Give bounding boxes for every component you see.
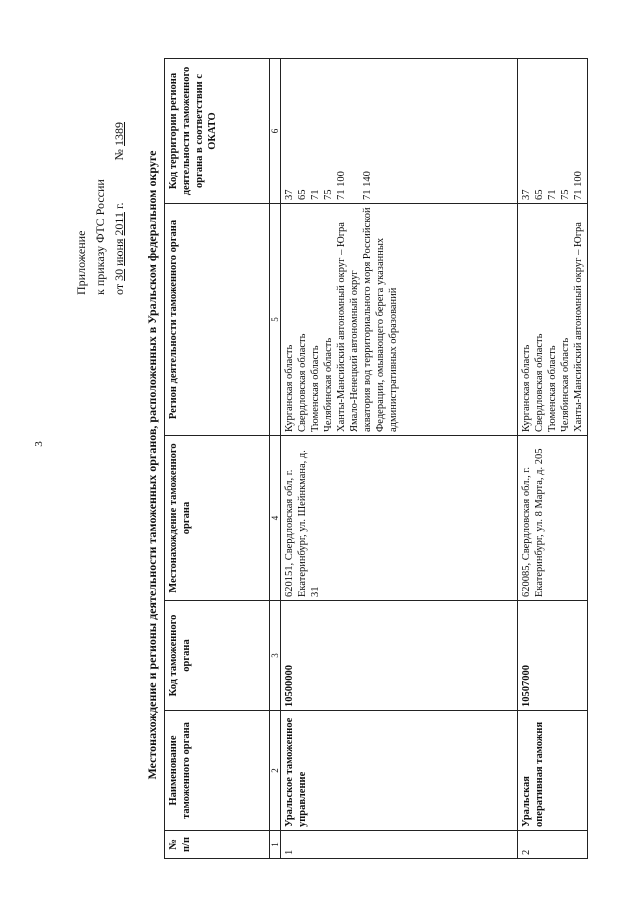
column-number: 6 bbox=[270, 59, 281, 204]
table-header-row bbox=[165, 59, 270, 859]
header-date-prefix: от bbox=[112, 283, 126, 295]
okato-code: 37 bbox=[521, 189, 532, 200]
region-item: Свердловская область bbox=[534, 333, 545, 432]
table-row bbox=[518, 59, 588, 859]
region-item: Тюменская область bbox=[310, 345, 321, 432]
okato-code bbox=[348, 62, 361, 200]
region-list bbox=[518, 204, 588, 436]
column-number: 4 bbox=[270, 436, 281, 601]
header-order-number: 1389 bbox=[112, 121, 126, 146]
okato-code: 75 bbox=[560, 189, 571, 200]
column-number-row bbox=[270, 59, 281, 859]
region-list bbox=[281, 204, 518, 436]
row-number: 2 bbox=[518, 831, 588, 859]
okato-list bbox=[518, 59, 588, 204]
customs-body-name: Уральская оперативная таможня bbox=[518, 711, 588, 831]
header-col-region: Регион деятельности таможенного органа bbox=[165, 204, 270, 436]
header-number-sign: № bbox=[112, 148, 126, 161]
customs-body-code: 10500000 bbox=[281, 601, 518, 711]
region-item: Челябинская область bbox=[560, 337, 571, 432]
header-appendix: Приложение bbox=[74, 230, 88, 295]
region-item: Тюменская область bbox=[547, 345, 558, 432]
okato-code: 71 100 bbox=[573, 171, 584, 200]
column-number: 3 bbox=[270, 601, 281, 711]
region-item: Курганская область bbox=[521, 344, 532, 432]
okato-code: 75 bbox=[323, 189, 334, 200]
okato-code: 71 bbox=[310, 189, 321, 200]
document-title: Местонахождение и регионы деятельности таможенных органов, расположенных в Уральском федеральном округе bbox=[145, 150, 159, 780]
customs-table bbox=[164, 58, 588, 859]
header-col-code: Код таможенного органа bbox=[165, 601, 270, 711]
column-number: 2 bbox=[270, 711, 281, 831]
rotated-content bbox=[60, 35, 620, 895]
region-item: Свердловская область bbox=[297, 333, 308, 432]
region-item: Ханты-Мансийский автономный округ – Югра bbox=[336, 222, 347, 432]
header-col-num: № п/п bbox=[165, 831, 270, 859]
header-date-suffix: г. bbox=[112, 202, 126, 210]
header-order-ref: к приказу ФТС России bbox=[93, 179, 107, 295]
row-number: 1 bbox=[281, 831, 518, 859]
page-number: 3 bbox=[33, 441, 45, 447]
customs-body-code: 10507000 bbox=[518, 601, 588, 711]
region-item: Ямало-Ненецкий автономный округ bbox=[349, 270, 360, 432]
header-col-location: Местонахождение таможенного органа bbox=[165, 436, 270, 601]
customs-body-location: 620151, Свердловская обл, г. Екатеринбург, ул. Шейнкмана, д. 31 bbox=[281, 436, 518, 601]
okato-code: 71 100 bbox=[336, 171, 347, 200]
header-date-day: 30 bbox=[112, 268, 126, 281]
okato-code: 71 bbox=[547, 189, 558, 200]
region-item: Курганская область bbox=[284, 344, 295, 432]
region-item: Ханты-Мансийский автономный округ – Югра bbox=[573, 222, 584, 432]
okato-code: 65 bbox=[297, 189, 308, 200]
region-item: Челябинская область bbox=[323, 337, 334, 432]
okato-code: 37 bbox=[284, 189, 295, 200]
header-date-month: июня bbox=[112, 238, 126, 266]
okato-code: 65 bbox=[534, 189, 545, 200]
okato-code: 71 140 bbox=[362, 171, 373, 200]
column-number: 5 bbox=[270, 204, 281, 436]
header-col-name: Наименование таможенного органа bbox=[165, 711, 270, 831]
region-item: акватория вод территориального моря Российской Федерации, омывающего берега указанных административных образований bbox=[362, 207, 399, 432]
table-row bbox=[281, 59, 518, 859]
okato-list bbox=[281, 59, 518, 204]
header-order-date bbox=[110, 45, 129, 295]
header-date-year: 2011 bbox=[112, 212, 126, 236]
column-number: 1 bbox=[270, 831, 281, 859]
customs-body-name: Уральское таможенное управление bbox=[281, 711, 518, 831]
header-col-okato: Код территории региона деятельности таможенного органа в соответствии с ОКАТО bbox=[165, 59, 270, 204]
customs-body-location: 620085, Свердловская обл., г. Екатеринбург, ул. 8 Марта, д. 205 bbox=[518, 436, 588, 601]
